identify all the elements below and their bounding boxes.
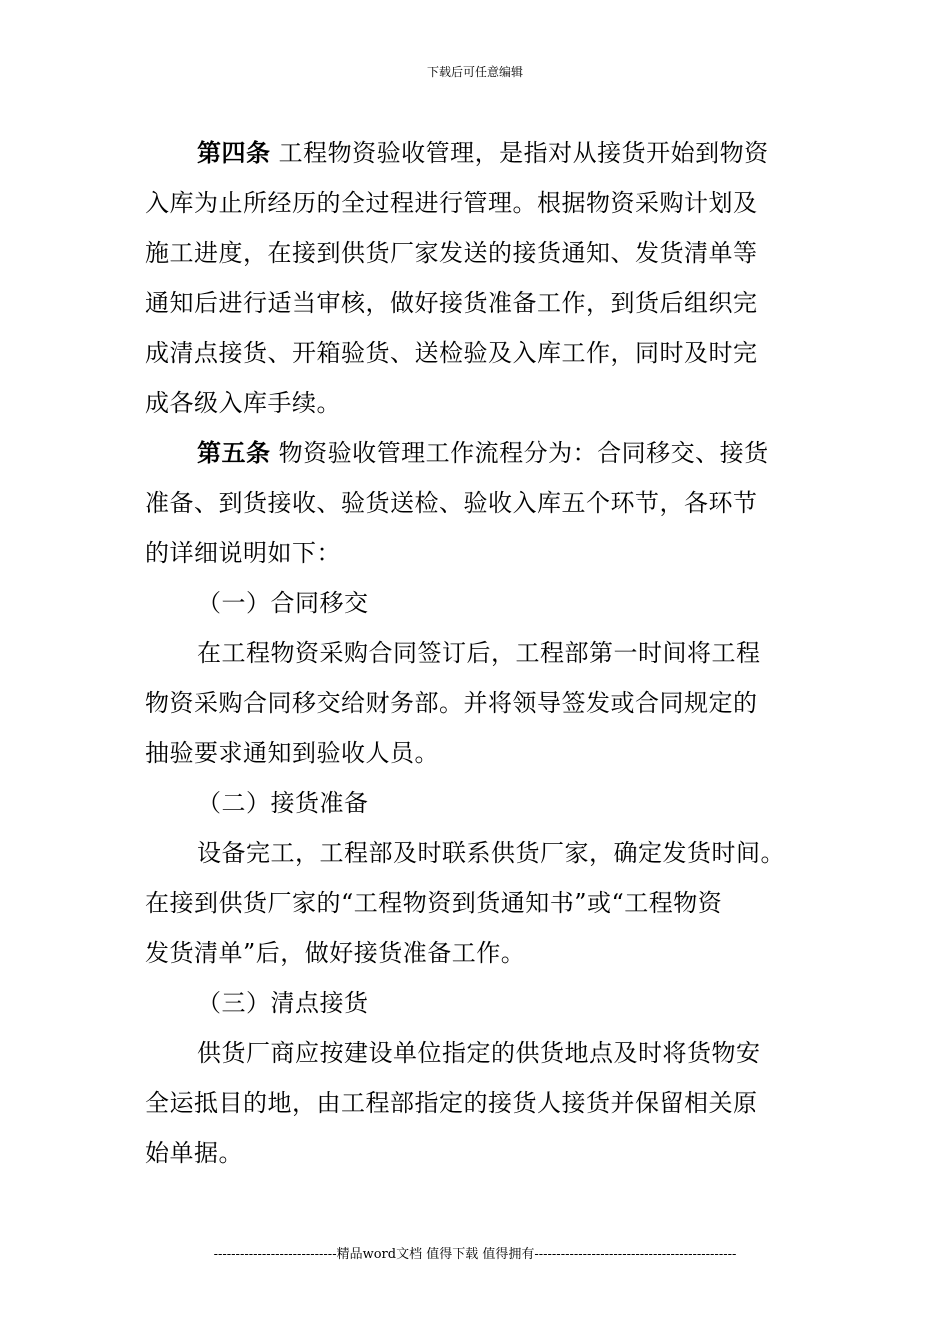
article-4-line-4: 通知后进行适当审核，做好接货准备工作，到货后组织完 <box>145 289 758 317</box>
section-3-line-3: 始单据。 <box>145 1139 243 1167</box>
section-2-title: （二）接货准备 <box>197 789 369 817</box>
article-4-line-6: 成各级入库手续。 <box>145 389 341 417</box>
section-1-line-2: 物资采购合同移交给财务部。并将领导签发或合同规定的 <box>145 689 758 717</box>
section-3-title: （三）清点接货 <box>197 989 369 1017</box>
article-5-heading: 第五条 <box>197 438 271 467</box>
article-5-line-2: 准备、到货接收、验货送检、验收入库五个环节，各环节 <box>145 489 758 517</box>
document-body <box>145 128 805 1178</box>
article-5-text: 物资验收管理工作流程分为：合同移交、接货 <box>270 439 769 467</box>
article-5-line-1 <box>145 428 805 478</box>
article-4-heading: 第四条 <box>197 138 271 167</box>
section-2-line-1: 设备完工，工程部及时联系供货厂家，确定发货时间。 <box>197 839 785 867</box>
article-4-line-2: 入库为止所经历的全过程进行管理。根据物资采购计划及 <box>145 189 758 217</box>
article-4-line-1 <box>145 128 805 178</box>
section-3-line-1: 供货厂商应按建设单位指定的供货地点及时将货物安 <box>197 1039 761 1067</box>
page-header: 下载后可任意编辑 <box>426 65 523 79</box>
section-1-title: （一）合同移交 <box>197 589 369 617</box>
section-2-line-3: 发货清单”后，做好接货准备工作。 <box>145 939 526 967</box>
section-3-line-2: 全运抵目的地，由工程部指定的接货人接货并保留相关原 <box>145 1089 758 1117</box>
section-1-line-3: 抽验要求通知到验收人员。 <box>145 739 439 767</box>
article-4-line-3: 施工进度，在接到供货厂家发送的接货通知、发货清单等 <box>145 239 758 267</box>
page-footer: ----------------------------精品word文档 值得下载 值得拥有---------------------------------------------- <box>213 1247 737 1262</box>
article-4-line-5: 成清点接货、开箱验货、送检验及入库工作，同时及时完 <box>145 339 758 367</box>
article-5-line-3: 的详细说明如下： <box>145 539 341 567</box>
section-1-line-1: 在工程物资采购合同签订后，工程部第一时间将工程 <box>197 639 761 667</box>
article-4-text: 工程物资验收管理，是指对从接货开始到物资 <box>270 139 769 167</box>
section-2-line-2: 在接到供货厂家的“工程物资到货通知书”或“工程物资 <box>145 889 723 917</box>
